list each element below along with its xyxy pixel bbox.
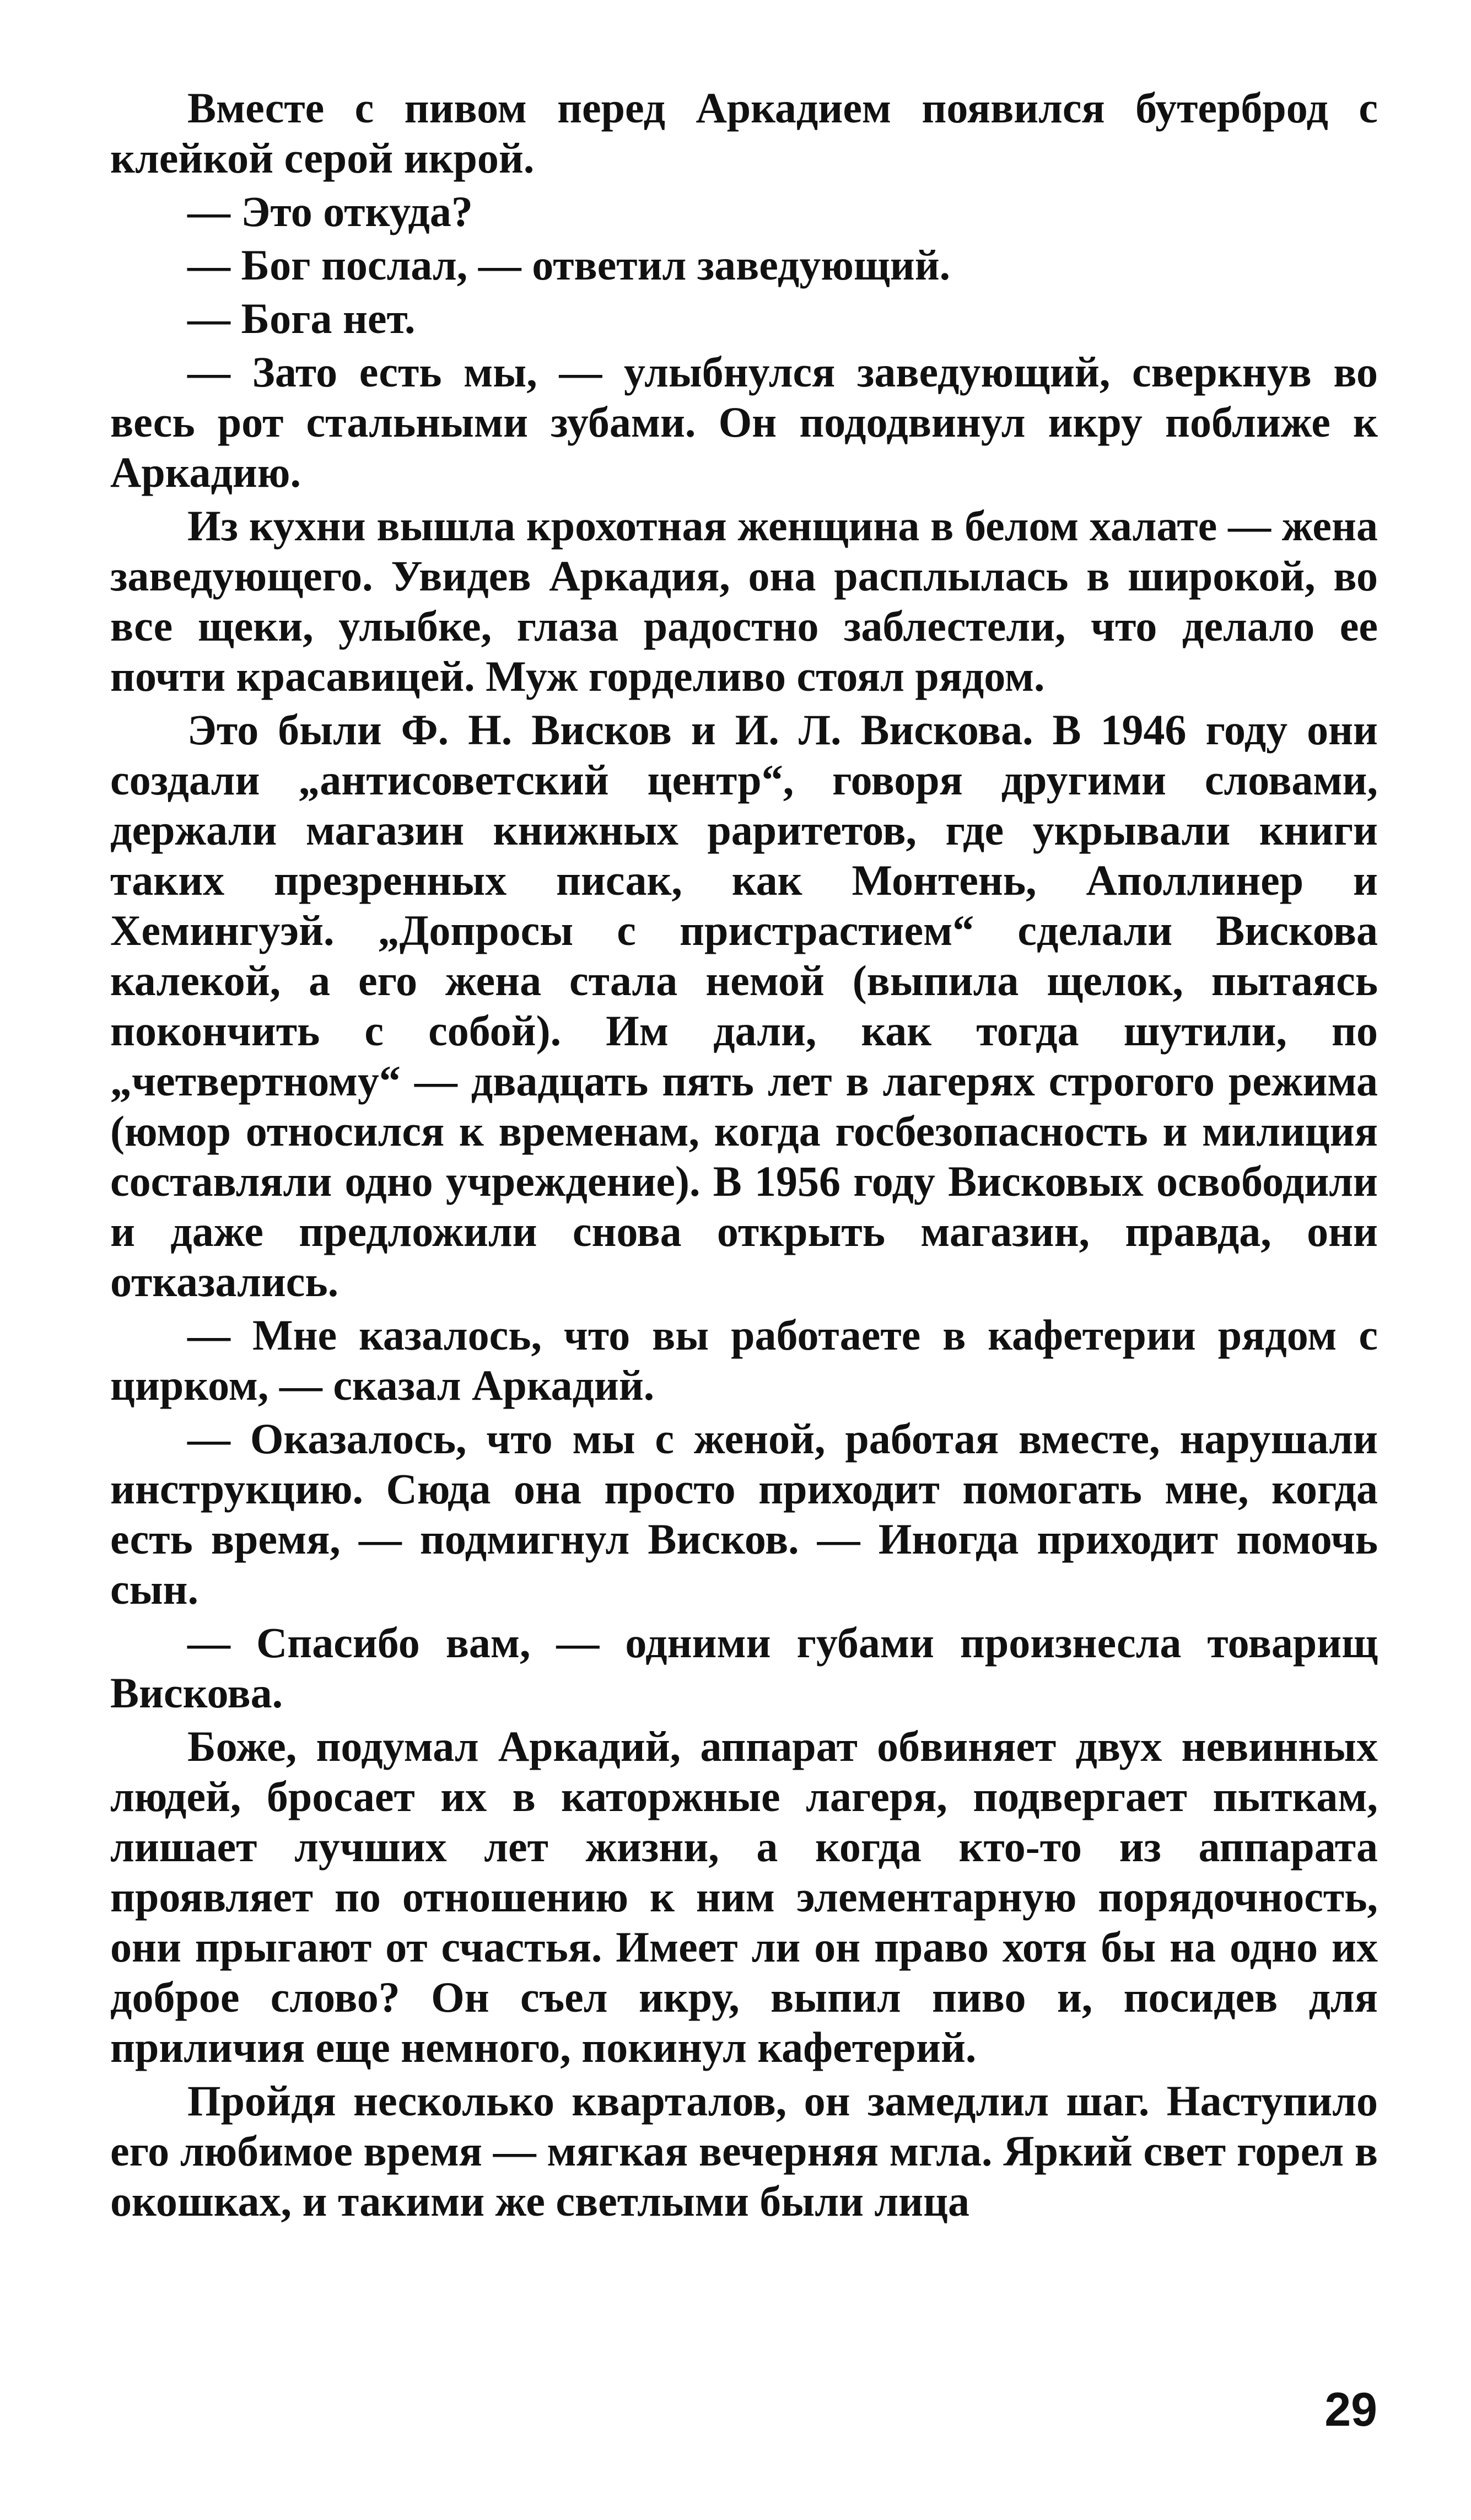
paragraph: — Спасибо вам, — одними губами произнесла товарищ Вискова. xyxy=(110,1619,1378,1717)
paragraph: Пройдя несколько кварталов, он замедлил шаг. Наступило его любимое время — мягкая вечерняя мгла. Яркий свет горел в окошках, и такими же светлыми были лица xyxy=(110,2077,1378,2225)
page-number: 29 xyxy=(1324,2383,1377,2436)
paragraph: Вместе с пивом перед Аркадием появился бутерброд с клейкой серой икрой. xyxy=(110,84,1378,182)
page-text xyxy=(110,83,1378,2453)
paragraph: Это были Ф. Н. Висков и И. Л. Вискова. В 1946 году они создали „антисоветский центр“, говоря другими словами, держали магазин книжных раритетов, где укрывали книги таких презренных писак, как Монтень, Аполлинер и Хемингуэй. „Допросы с пристрастием“ сделали Вискова калекой, а его жена стала немой (выпила щелок, пытаясь покончить с собой). Им дали, как тогда шутили, по „четвертному“ — двадцать пять лет в лагерях строгого режима (юмор относился к временам, когда госбезопасность и милиция составляли одно учреждение). В 1956 году Висковых освободили и даже предложили снова открыть магазин, правда, они отказались. xyxy=(110,706,1378,1305)
paragraph: Из кухни вышла крохотная женщина в белом халате — жена заведующего. Увидев Аркадия, она расплылась в широкой, во все щеки, улыбке, глаза радостно заблестели, что делало ее почти красавицей. Муж горделиво стоял рядом. xyxy=(110,502,1378,700)
paragraph: — Зато есть мы, — улыбнулся заведующий, сверкнув во весь рот стальными зубами. Он пододвинул икру поближе к Аркадию. xyxy=(110,348,1378,496)
paragraph: — Бога нет. xyxy=(187,294,416,342)
paragraph: — Это откуда? xyxy=(187,187,473,235)
paragraph: — Оказалось, что мы с женой, работая вместе, нарушали инструкцию. Сюда она просто приходит помогать мне, когда есть время, — подмигнул Висков. — Иногда приходит помочь сын. xyxy=(110,1415,1378,1613)
paragraph: — Мне казалось, что вы работаете в кафетерии рядом с цирком, — сказал Аркадий. xyxy=(110,1311,1378,1409)
paragraph: Боже, подумал Аркадий, аппарат обвиняет двух невинных людей, бросает их в каторжные лагеря, подвергает пыткам, лишает лучших лет жизни, а когда кто-то из аппарата проявляет по отношению к ним элементарную порядочность, они прыгают от счастья. Имеет ли он право хотя бы на одно их доброе слово? Он съел икру, выпил пиво и, посидев для приличия еще немного, покинул кафетерий. xyxy=(110,1722,1378,2071)
paragraph: — Бог послал, — ответил заведующий. xyxy=(187,241,951,289)
